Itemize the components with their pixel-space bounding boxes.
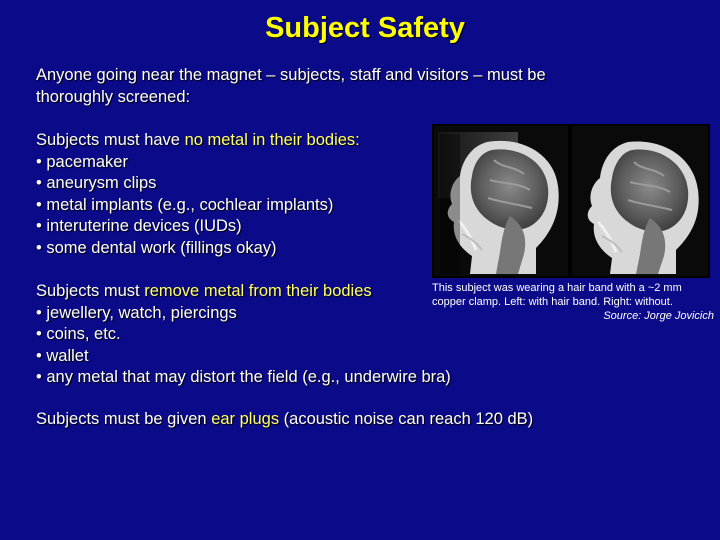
list-item-field-distorting-metal: • any metal that may distort the field (e.g., underwire bra): [36, 368, 451, 386]
mri-right-without-hairband: [572, 126, 708, 276]
mri-image-pair: [432, 124, 710, 278]
remove-metal-heading: [36, 281, 451, 303]
list-item-iuds: • interuterine devices (IUDs): [36, 217, 242, 235]
list-item-coins: • coins, etc.: [36, 325, 121, 343]
list-item-metal-implants: • metal implants (e.g., cochlear implants): [36, 195, 334, 214]
ear-plugs-paragraph: [36, 409, 533, 431]
remove-metal-highlight: remove metal from their bodies: [144, 282, 372, 300]
list-item-wallet: • wallet: [36, 346, 89, 365]
no-metal-highlight: no metal in their bodies:: [184, 131, 360, 149]
mri-images: [432, 124, 710, 278]
list-item-aneurysm-clips: • aneurysm clips: [36, 174, 157, 192]
slide-title: Subject Safety: [265, 12, 465, 44]
remove-metal-lead: Subjects must: [36, 282, 145, 300]
ear-plugs-highlight: ear plugs: [211, 410, 280, 428]
list-item-dental-work: • some dental work (fillings okay): [36, 238, 277, 257]
ear-plugs-tail: (acoustic noise can reach 120 dB): [279, 410, 534, 428]
no-metal-heading: [36, 130, 360, 152]
caption-source: Source: Jorge Jovicich: [603, 310, 714, 322]
no-metal-section: [36, 130, 360, 259]
intro-paragraph: Anyone going near the magnet – subjects, staff and visitors – must be thoroughly screened:: [36, 66, 546, 106]
no-metal-lead: Subjects must have: [36, 131, 185, 149]
figure-caption: [432, 281, 714, 323]
caption-text: This subject was wearing a hair band with a ~2 mm copper clamp. Left: with hair band. Right: without.: [432, 282, 682, 308]
remove-metal-section: [36, 281, 451, 389]
ear-plugs-lead: Subjects must be given: [36, 410, 212, 428]
mri-left-with-hairband: [434, 126, 568, 276]
list-item-pacemaker: • pacemaker: [36, 152, 128, 171]
list-item-jewellery: • jewellery, watch, piercings: [36, 303, 237, 322]
